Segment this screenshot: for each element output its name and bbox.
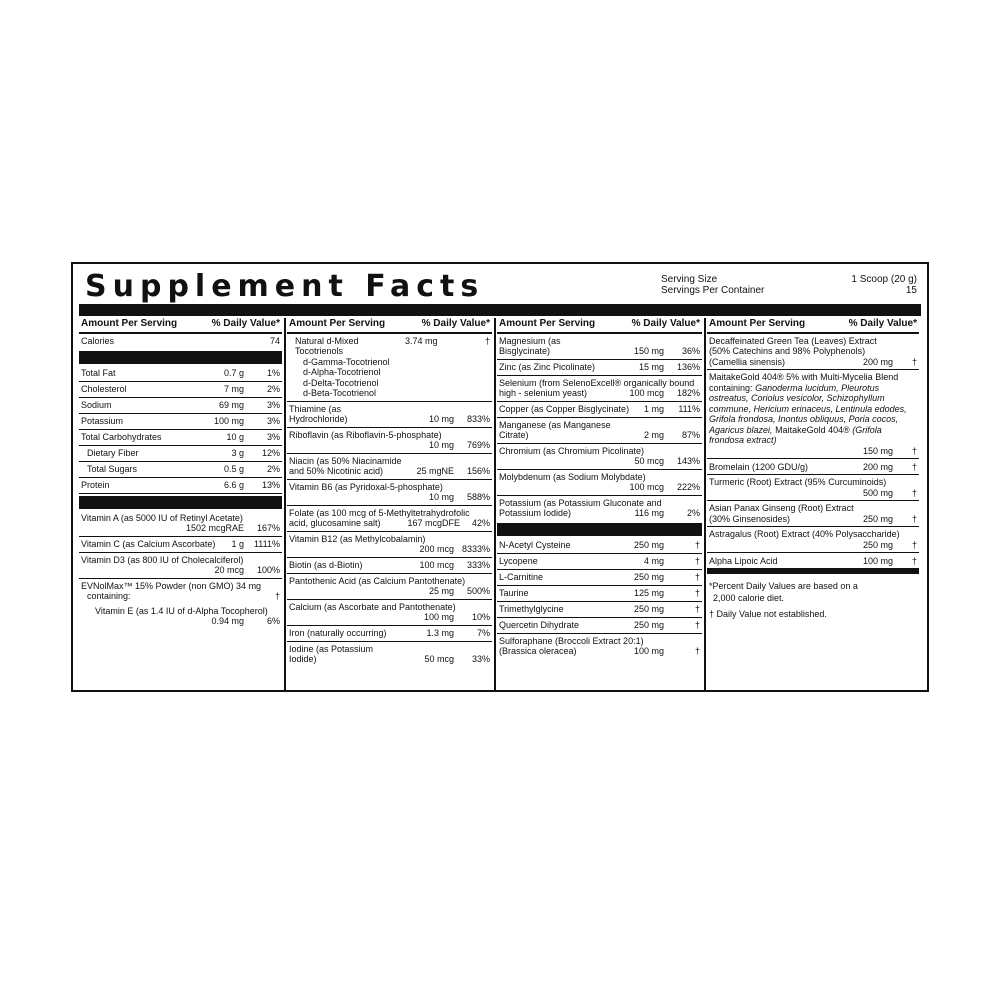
folate-row: Folate (as 100 mcg of 5-Methyltetrahydrofolic acid, glucosamine salt) 167 mcgDFE 42%: [287, 506, 492, 532]
thiamine-row: Thiamine (as Hydrochloride) 10 mg 833%: [287, 402, 492, 428]
nutrient-row: Sodium 69 mg 3%: [79, 398, 282, 414]
column-4: [707, 318, 919, 686]
column-divider: [704, 318, 706, 690]
nutrient-row: Quercetin Dihydrate 250 mg †: [497, 618, 702, 634]
column-header: Amount Per Serving % Daily Value*: [707, 318, 919, 334]
serving-info: [661, 274, 917, 296]
vitamin-b12-row: Vitamin B12 (as Methylcobalamin) 200 mcg 8333%: [287, 532, 492, 558]
manganese-row: Manganese (as Manganese Citrate) 2 mg 87%: [497, 418, 702, 444]
vitamin-e-row: Vitamin E (as 1.4 IU of d-Alpha Tocopherol) 0.94 mg 6%: [95, 605, 280, 626]
nutrient-row: Total Fat 0.7 g 1%: [79, 366, 282, 382]
tocotrienols-row: Natural d-Mixed Tocotrienols 3.74 mg † d-Gamma-Tocotrienol d-Alpha-Tocotrienol d-Delta-Tocotrienol d-Beta-Tocotrienol: [287, 334, 492, 402]
column-1: [79, 318, 282, 686]
nutrient-row: L-Carnitine 250 mg †: [497, 570, 702, 586]
nutrient-row: Total Sugars 0.5 g 2%: [79, 462, 282, 478]
niacin-row: Niacin (as 50% Niacinamide and 50% Nicotinic acid) 25 mgNE 156%: [287, 454, 492, 480]
calcium-row: Calcium (as Ascorbate and Pantothenate) 100 mg 10%: [287, 600, 492, 626]
vitamin-a-row: Vitamin A (as 5000 IU of Retinyl Acetate) 1502 mcgRAE 167%: [79, 511, 282, 537]
bromelain-row: Bromelain (1200 GDU/g) 200 mg †: [707, 459, 919, 475]
servings-per-container-label: Servings Per Container: [661, 285, 765, 296]
footnotes: *Percent Daily Values are based on a 2,000 calorie diet. † Daily Value not established.: [709, 581, 858, 619]
nutrient-row: N-Acetyl Cysteine 250 mg †: [497, 538, 702, 554]
iron-row: Iron (naturally occurring) 1.3 mg 7%: [287, 626, 492, 642]
panel-title: Supplement Facts: [85, 269, 485, 304]
column-2: [287, 318, 492, 686]
calories-row: Calories 74: [81, 336, 280, 346]
column-header: Amount Per Serving % Daily Value*: [79, 318, 282, 334]
pantothenic-acid-row: Pantothenic Acid (as Calcium Pantothenate) 25 mg 500%: [287, 574, 492, 600]
ginseng-row: Asian Panax Ginseng (Root) Extract (30% Ginsenosides) 250 mg †: [707, 501, 919, 527]
green-tea-row: Decaffeinated Green Tea (Leaves) Extract (50% Catechins and 98% Polyphenols) (Camellia sinensis) 200 mg †: [707, 334, 919, 371]
nutrient-row: Total Carbohydrates 10 g 3%: [79, 430, 282, 446]
selenium-row: Selenium (from SelenoExcell® organically bound high - selenium yeast) 100 mcg 182%: [497, 376, 702, 402]
nutrient-row: Dietary Fiber 3 g 12%: [79, 446, 282, 462]
astragalus-row: Astragalus (Root) Extract (40% Polysaccharide) 250 mg †: [707, 527, 919, 553]
section-bar: [497, 523, 702, 536]
vitamin-c-row: Vitamin C (as Calcium Ascorbate) 1 g 1111%: [79, 537, 282, 553]
nutrient-row: Taurine 125 mg †: [497, 586, 702, 602]
column-header: Amount Per Serving % Daily Value*: [497, 318, 702, 334]
nutrient-row: Cholesterol 7 mg 2%: [79, 382, 282, 398]
copper-row: Copper (as Copper Bisglycinate) 1 mg 111%: [497, 402, 702, 418]
serving-size-label: Serving Size: [661, 274, 718, 285]
nutrient-row: Protein 6.6 g 13%: [79, 478, 282, 494]
header-divider: [79, 304, 921, 316]
servings-per-container-value: 15: [905, 285, 917, 296]
section-bar: [79, 496, 282, 509]
sulforaphane-row: Sulforaphane (Broccoli Extract 20:1) (Brassica oleracea) 100 mg †: [499, 635, 700, 656]
supplement-facts-panel: [71, 262, 929, 692]
column-3: [497, 318, 702, 686]
maitake-row: MaitakeGold 404® 5% with Multi-Mycelia Blend containing: Ganoderma lucidum, Pleurotus ostreatus, Coriolus vesicolor, Schizophyllum commune, Hericium erinaceus, Lentinula edodes, Grifola frondosa, Inontus obliquus, Poria cocos, Agaricus blazei, MaitakeGold 404® (Grifola frondosa extract) 150 mg †: [707, 370, 919, 459]
potassium-row: Potassium (as Potassium Gluconate and Potassium Iodide) 116 mg 2%: [499, 497, 700, 518]
nutrient-row: Potassium 100 mg 3%: [79, 414, 282, 430]
vitamin-d3-row: Vitamin D3 (as 800 IU of Cholecalciferol) 20 mcg 100%: [79, 553, 282, 579]
turmeric-row: Turmeric (Root) Extract (95% Curcuminoids) 500 mg †: [707, 475, 919, 501]
column-divider: [284, 318, 286, 690]
macros-list: [79, 366, 282, 494]
alpha-lipoic-acid-row: Alpha Lipoic Acid 100 mg †: [707, 553, 919, 574]
section-bar: [79, 351, 282, 364]
magnesium-row: Magnesium (as Bisglycinate) 150 mg 36%: [497, 334, 702, 360]
vitamin-b6-row: Vitamin B6 (as Pyridoxal-5-phosphate) 10 mg 588%: [287, 480, 492, 506]
other-ingredients-list: [497, 538, 702, 634]
chromium-row: Chromium (as Chromium Picolinate) 50 mcg 143%: [497, 444, 702, 470]
zinc-row: Zinc (as Zinc Picolinate) 15 mg 136%: [497, 360, 702, 376]
nutrient-row: Lycopene 4 mg †: [497, 554, 702, 570]
serving-size-value: 1 Scoop (20 g): [851, 274, 917, 285]
evnolmax-row: EVNolMax™ 15% Powder (non GMO) 34 mg containing: †: [81, 580, 280, 601]
riboflavin-row: Riboflavin (as Riboflavin-5-phosphate) 10 mg 769%: [287, 428, 492, 454]
column-divider: [494, 318, 496, 690]
biotin-row: Biotin (as d-Biotin) 100 mcg 333%: [287, 558, 492, 574]
molybdenum-row: Molybdenum (as Sodium Molybdate) 100 mcg 222%: [497, 470, 702, 496]
nutrient-row: Trimethylglycine 250 mg †: [497, 602, 702, 618]
column-header: Amount Per Serving % Daily Value*: [287, 318, 492, 334]
iodine-row: Iodine (as Potassium Iodide) 50 mcg 33%: [289, 643, 490, 664]
